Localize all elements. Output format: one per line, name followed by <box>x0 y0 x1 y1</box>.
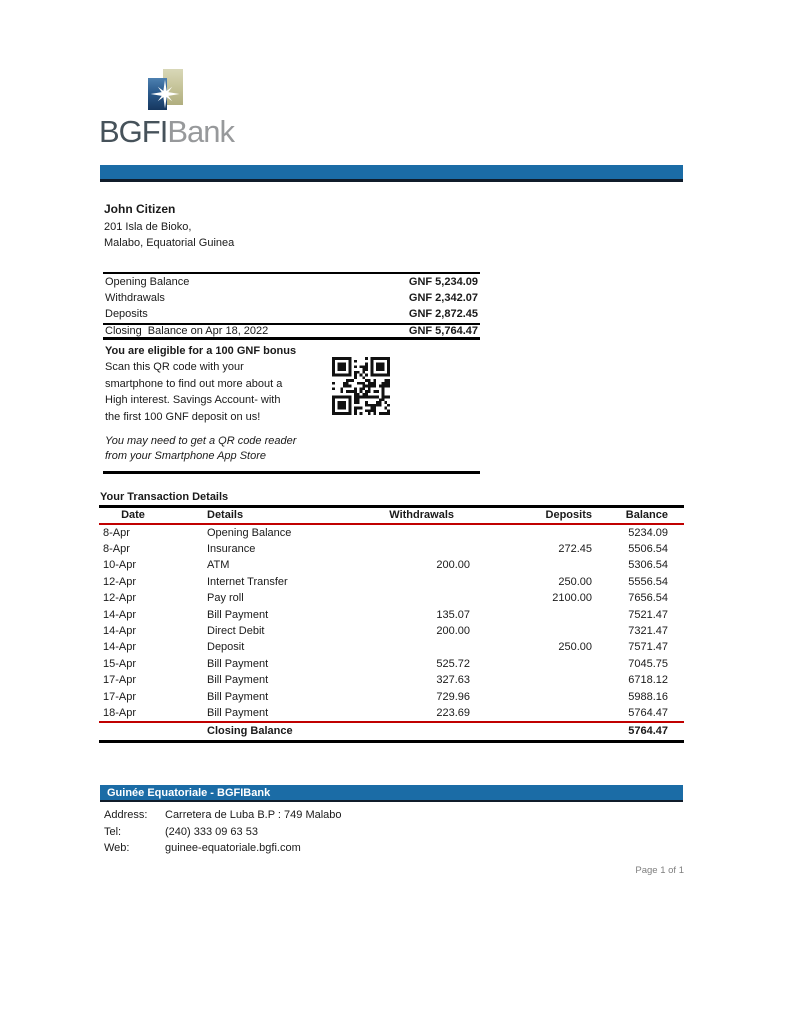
promo-headline: You are eligible for a 100 GNF bonus <box>105 344 297 357</box>
transaction-balance: 7521.47 <box>628 608 668 621</box>
transaction-withdrawal <box>330 574 480 590</box>
transaction-balance: 7045.75 <box>628 657 668 670</box>
promo-note-line: You may need to get a QR code reader <box>105 434 297 447</box>
transaction-row <box>99 639 684 655</box>
closing-balance-row <box>99 722 684 741</box>
closing-balance-summary-row <box>103 323 480 340</box>
transaction-deposit: 250.00 <box>558 641 592 654</box>
transaction-date: 15-Apr <box>103 657 137 670</box>
footer-contacts <box>104 807 342 857</box>
promo-note-line: from your Smartphone App Store <box>105 450 267 463</box>
summary-row-label: Deposits <box>105 308 148 321</box>
bonus-promo-box <box>103 340 480 474</box>
contact-value: (240) 333 09 63 53 <box>165 825 258 838</box>
summary-row <box>103 306 480 322</box>
transaction-row <box>99 672 684 688</box>
transaction-deposit <box>480 607 600 623</box>
transaction-details: Bill Payment <box>207 706 269 719</box>
transaction-date: 14-Apr <box>103 641 137 654</box>
qr-code <box>332 357 390 415</box>
summary-row-value: GNF 2,342.07 <box>408 292 478 305</box>
transaction-balance: 6718.12 <box>628 674 668 687</box>
transactions-title: Your Transaction Details <box>100 491 229 503</box>
transaction-withdrawal: 525.72 <box>436 657 470 670</box>
summary-row <box>103 290 480 306</box>
transaction-deposit <box>480 689 600 705</box>
contact-label: Address: <box>104 809 148 821</box>
transaction-details: Bill Payment <box>207 674 269 687</box>
summary-row-label: Withdrawals <box>105 292 165 305</box>
contact-label: Tel: <box>104 825 122 838</box>
transaction-date: 10-Apr <box>103 559 137 572</box>
transaction-withdrawal <box>330 524 480 541</box>
transaction-date: 17-Apr <box>103 690 137 703</box>
transaction-row <box>99 557 684 573</box>
summary-and-promo-section <box>103 272 480 474</box>
contact-label: Web: <box>104 842 130 854</box>
transaction-date: 8-Apr <box>103 542 130 555</box>
footer-bank-title-bar: Guinée Equatoriale - BGFIBank <box>100 785 683 802</box>
contact-row <box>104 840 342 857</box>
column-header-deposits: Deposits <box>480 507 600 524</box>
transaction-deposit <box>480 557 600 573</box>
transaction-withdrawal: 135.07 <box>436 608 470 621</box>
transaction-balance: 5988.16 <box>628 690 668 703</box>
transaction-row <box>99 574 684 590</box>
promo-body-line: the first 100 GNF deposit on us! <box>105 410 261 423</box>
transactions-header-row <box>99 507 684 524</box>
transaction-deposit <box>480 705 600 722</box>
column-header-balance: Balance <box>600 507 684 524</box>
transaction-details: Direct Debit <box>207 624 265 637</box>
transaction-details: Pay roll <box>207 592 244 605</box>
transaction-balance: 5306.54 <box>628 559 668 572</box>
transaction-row <box>99 590 684 606</box>
transaction-withdrawal: 327.63 <box>436 674 470 687</box>
transaction-withdrawal <box>330 541 480 557</box>
promo-body-line: High interest. Savings Account- with <box>105 394 281 407</box>
bank-wordmark <box>99 115 234 149</box>
transaction-deposit: 2100.00 <box>552 592 592 605</box>
closing-row-label: Closing Balance <box>181 722 330 741</box>
transaction-deposit: 250.00 <box>558 575 592 588</box>
transaction-details: Bill Payment <box>207 608 269 621</box>
transaction-deposit <box>480 672 600 688</box>
transaction-withdrawal: 200.00 <box>436 559 470 572</box>
transaction-deposit <box>480 623 600 639</box>
balance-summary-table <box>103 272 480 323</box>
transaction-balance: 5764.47 <box>628 706 668 719</box>
transaction-details: Opening Balance <box>207 526 292 539</box>
summary-row-label: Opening Balance <box>105 276 190 289</box>
contact-value: guinee-equatoriale.bgfi.com <box>165 842 301 854</box>
transaction-row <box>99 607 684 623</box>
transaction-row <box>99 541 684 557</box>
transaction-deposit <box>480 524 600 541</box>
promo-body-line: smartphone to find out more about a <box>105 377 283 390</box>
customer-name: John Citizen <box>104 202 176 216</box>
bank-wordmark-primary: BGFI <box>99 114 168 149</box>
summary-row <box>103 274 480 290</box>
transaction-balance: 7571.47 <box>628 641 668 654</box>
starburst-icon <box>150 79 180 109</box>
bank-wordmark-secondary: Bank <box>167 114 235 149</box>
transaction-withdrawal: 223.69 <box>436 706 470 719</box>
transaction-row <box>99 656 684 672</box>
bank-logo <box>148 69 186 113</box>
transaction-details: Bill Payment <box>207 657 269 670</box>
transaction-details: Bill Payment <box>207 690 269 703</box>
customer-address-line2: Malabo, Equatorial Guinea <box>104 237 235 249</box>
transaction-date: 8-Apr <box>103 526 130 539</box>
closing-balance-value: GNF 5,764.47 <box>408 324 478 337</box>
summary-row-value: GNF 5,234.09 <box>408 276 478 289</box>
contact-row <box>104 824 342 841</box>
transaction-deposit <box>480 656 600 672</box>
column-header-date: Date <box>99 507 181 524</box>
promo-body-line: Scan this QR code with your <box>105 361 244 374</box>
contact-row <box>104 807 342 824</box>
transaction-details: Deposit <box>207 641 245 654</box>
transaction-balance: 7656.54 <box>628 592 668 605</box>
transaction-withdrawal <box>330 639 480 655</box>
transaction-balance: 7321.47 <box>628 624 668 637</box>
closing-row-balance: 5764.47 <box>600 722 684 741</box>
transaction-date: 17-Apr <box>103 674 137 687</box>
transactions-table <box>99 505 684 743</box>
transaction-withdrawal <box>330 590 480 606</box>
transaction-withdrawal: 200.00 <box>436 624 470 637</box>
customer-address-block <box>104 201 234 251</box>
promo-body <box>105 359 480 425</box>
transaction-row <box>99 689 684 705</box>
transaction-date: 12-Apr <box>103 575 137 588</box>
column-header-withdrawals: Withdrawals <box>330 507 480 524</box>
contact-value: Carretera de Luba B.P : 749 Malabo <box>165 809 342 821</box>
transaction-row <box>99 705 684 722</box>
transaction-date: 14-Apr <box>103 624 137 637</box>
transaction-balance: 5556.54 <box>628 575 668 588</box>
summary-row-value: GNF 2,872.45 <box>408 308 478 321</box>
transaction-withdrawal: 729.96 <box>436 690 470 703</box>
promo-note <box>105 434 480 465</box>
transaction-balance: 5234.09 <box>628 526 668 539</box>
page-number: Page 1 of 1 <box>635 865 684 876</box>
transaction-date: 18-Apr <box>103 706 137 719</box>
transaction-row <box>99 623 684 639</box>
column-header-details: Details <box>181 507 330 524</box>
transaction-date: 12-Apr <box>103 592 137 605</box>
customer-address-line1: 201 Isla de Bioko, <box>104 221 192 233</box>
closing-balance-label: Closing Balance on Apr 18, 2022 <box>105 324 269 337</box>
transaction-details: Insurance <box>207 542 256 555</box>
header-divider-bar <box>100 165 683 182</box>
transaction-balance: 5506.54 <box>628 542 668 555</box>
transaction-row <box>99 524 684 541</box>
transaction-details: ATM <box>207 559 230 572</box>
transaction-details: Internet Transfer <box>207 575 288 588</box>
transaction-deposit: 272.45 <box>558 542 592 555</box>
transaction-date: 14-Apr <box>103 608 137 621</box>
